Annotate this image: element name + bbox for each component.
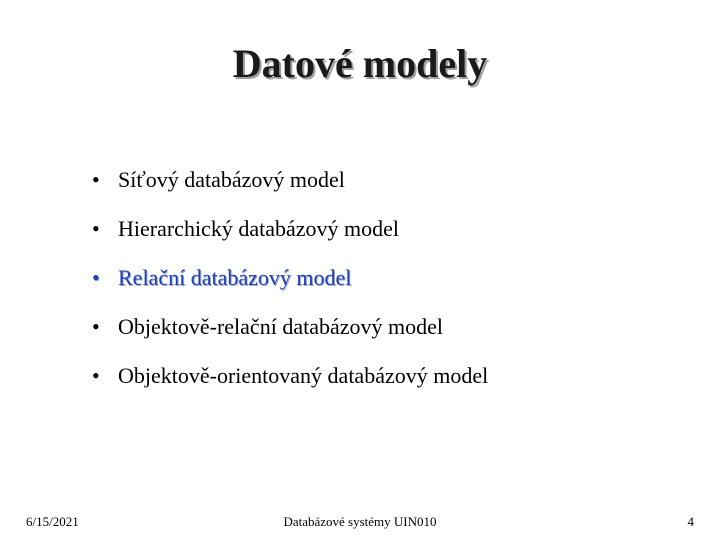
slide-title: Datové modely [232, 41, 488, 86]
bullet-text: Síťový databázový model [118, 166, 345, 192]
bullet-text: Objektově-orientovaný databázový model [118, 362, 489, 388]
bullet-icon: • [92, 166, 100, 192]
footer-date: 6/15/2021 [26, 514, 79, 529]
bullet-icon: • [92, 313, 100, 339]
footer-page-number: 4 [687, 514, 694, 529]
bullet-item-network-model [92, 155, 488, 204]
bullet-text: Relační databázový model [118, 264, 352, 290]
bullet-text: Objektově-relační databázový model [118, 313, 443, 339]
bullet-icon: • [92, 215, 100, 241]
bullet-text: Hierarchický databázový model [118, 215, 399, 241]
bullet-item-object-oriented-model [92, 351, 488, 400]
footer-course-name: Databázové systémy UIN010 [283, 514, 437, 529]
bullet-icon: • [92, 264, 100, 290]
bullet-list [92, 155, 488, 400]
bullet-item-relational-model [92, 253, 488, 302]
bullet-icon: • [92, 362, 100, 388]
bullet-item-object-relational-model [92, 302, 488, 351]
bullet-item-hierarchical-model [92, 204, 488, 253]
